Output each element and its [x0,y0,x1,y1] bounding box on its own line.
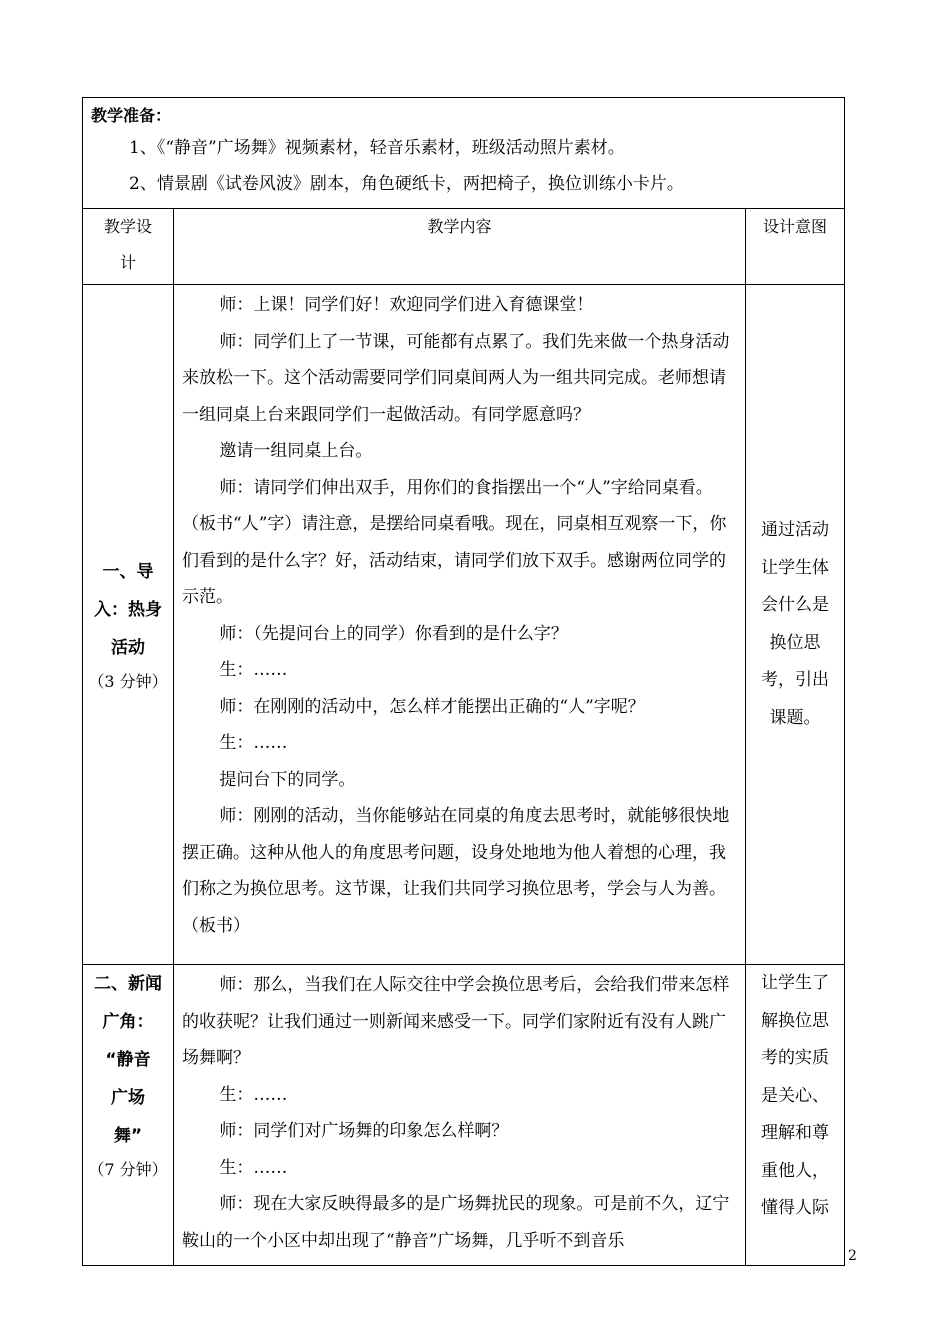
content-paragraph: 生：…… [219,1084,288,1105]
content-paragraph: 师：在刚刚的活动中，怎么样才能摆出正确的“人”字呢？ [219,696,645,717]
content-paragraph: 师：上课！同学们好！欢迎同学们进入育德课堂！ [219,295,594,315]
intent-line: 换位思 [769,632,821,653]
content-paragraph: 师：同学们对广场舞的印象怎么样啊？ [219,1121,509,1141]
header-intent-label: 设计意图 [763,217,828,236]
intent-line: 让学生体 [761,557,830,578]
section-intent [746,285,845,965]
content-paragraph: 师：请同学们伸出双手，用你们的食指摆出一个“人”字给同桌看。（板书“人”字）请注意，是摆给同桌看哦。现在，同桌相互观察一下，你们看到的是什么字？好，活动结束，请同学们放下双手。感谢两位同学的示范。 [182,477,727,607]
content-paragraph: 生：…… [219,1157,288,1178]
prep-item: 1、《“静音”广场舞》视频素材，轻音乐素材，班级活动照片素材。 [129,138,625,158]
intent-line: 是关心、 [761,1085,830,1106]
intent-line: 让学生了 [761,973,830,993]
header-design-line2: 计 [119,253,136,272]
header-design-line1: 教学设 [103,217,152,236]
content-paragraph: 师：刚刚的活动，当你能够站在同桌的角度去思考时，就能够很快地摆正确。这种从他人的角度思考问题，设身处地地为他人着想的心理，我们称之为换位思考。这节课，让我们共同学习换位思考，学会与人为善。（板书） [182,806,730,936]
section-label-line: “静音 [105,1050,151,1070]
header-content-label: 教学内容 [427,217,492,236]
intent-line: 理解和尊 [761,1123,830,1143]
prep-item: 2、情景剧《试卷风波》剧本，角色硬纸卡，两把椅子，换位训练小卡片。 [129,174,684,194]
header-intent [746,209,845,285]
intent-line: 通过活动 [761,520,830,540]
content-paragraph: 师：现在大家反映得最多的是广场舞扰民的现象。可是前不久，辽宁鞍山的一个小区中却出现了“静音”广场舞，几乎听不到音乐 [182,1194,730,1251]
section-label-line: 活动 [111,637,145,658]
prep-section [83,98,845,209]
content-paragraph: 师：（先提问台上的同学）你看到的是什么字？ [219,623,568,644]
content-paragraph: 提问台下的同学。 [219,769,356,790]
section-label-line: 二、新闻 [94,974,162,994]
intent-line: 课题。 [769,707,821,728]
intent-line: 重他人， [761,1160,830,1181]
section-label-line: 入：热身 [94,599,162,620]
prep-title: 教学准备： [91,106,172,125]
content-paragraph: 生：…… [219,660,288,680]
section-label-line: 广场 [111,1088,145,1108]
content-paragraph: 邀请一组同桌上台。 [219,441,373,461]
lesson-plan-table [82,97,845,1266]
section-label-line: 一、导 [102,561,154,582]
header-content [174,209,746,285]
content-paragraph: 师：那么，当我们在人际交往中学会换位思考后，会给我们带来怎样的收获呢？让我们通过一则新闻来感受一下。同学们家附近有没有人跳广场舞啊？ [182,975,730,1068]
content-paragraph: 生：…… [219,733,288,753]
intent-line: 考，引出 [761,670,830,690]
section-content [174,285,746,965]
section-intent [746,965,845,1266]
section-label [83,965,174,1266]
intent-line: 考的实质 [761,1048,830,1068]
intent-line: 解换位思 [761,1010,830,1031]
section-duration: （3 分钟） [88,671,168,691]
section-label-line: 广角： [102,1012,154,1032]
page-number: 2 [848,1248,857,1264]
section-label-line: 舞” [113,1126,143,1146]
header-design [83,209,174,285]
content-paragraph: 师：同学们上了一节课，可能都有点累了。我们先来做一个热身活动来放松一下。这个活动需要同学们同桌间两人为一组共同完成。老师想请一组同桌上台来跟同学们一起做活动。有同学愿意吗？ [182,331,730,425]
intent-line: 懂得人际 [761,1198,830,1218]
section-content [174,965,746,1266]
section-label [83,285,174,965]
section-duration: （7 分钟） [88,1160,168,1179]
intent-line: 会什么是 [761,595,830,615]
